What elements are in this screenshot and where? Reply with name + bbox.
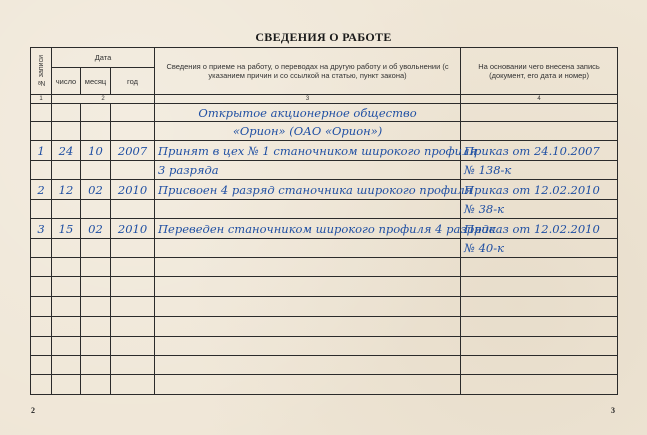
info-cell: Принят в цех № 1 станочником широкого профиля [155, 141, 461, 161]
basis-cell [461, 104, 618, 122]
year-cell [111, 161, 155, 180]
record-no-cell: 2 [31, 180, 52, 200]
table-row [31, 200, 618, 219]
month-cell [81, 258, 111, 277]
table-row [31, 297, 618, 317]
month-cell [81, 122, 111, 141]
record-no-cell [31, 258, 52, 277]
year-cell: 2010 [111, 219, 155, 239]
info-cell [155, 375, 461, 395]
month-cell [81, 317, 111, 337]
year-cell [111, 258, 155, 277]
day-cell: 15 [52, 219, 81, 239]
basis-header: На основании чего внесена запись (документ, его дата и номер) [461, 48, 618, 95]
month-cell [81, 297, 111, 317]
year-cell [111, 239, 155, 258]
col-number-3: 3 [155, 95, 461, 104]
month-cell [81, 337, 111, 356]
table-row [31, 180, 618, 200]
table-row [31, 258, 618, 277]
info-cell [155, 277, 461, 297]
record-no-header: № записи [37, 55, 45, 87]
basis-cell: Приказ от 12.02.2010 [461, 180, 618, 200]
table-row [31, 104, 618, 122]
info-cell [155, 258, 461, 277]
day-cell [52, 277, 81, 297]
table-row [31, 337, 618, 356]
month-cell [81, 375, 111, 395]
basis-cell [461, 122, 618, 141]
info-cell [155, 337, 461, 356]
record-no-cell [31, 375, 52, 395]
year-cell [111, 337, 155, 356]
info-cell [155, 239, 461, 258]
info-cell: Переведен станочником широкого профиля 4 разряда [155, 219, 461, 239]
basis-cell [461, 375, 618, 395]
basis-cell: № 40-к [461, 239, 618, 258]
basis-cell: Приказ от 12.02.2010 [461, 219, 618, 239]
basis-cell [461, 337, 618, 356]
record-no-cell: 3 [31, 219, 52, 239]
table-row [31, 161, 618, 180]
info-header: Сведения о приеме на работу, о переводах на другую работу и об увольнении (с указанием причин и со ссылкой на статью, пункт закона) [155, 48, 461, 95]
month-cell: 02 [81, 219, 111, 239]
day-cell [52, 239, 81, 258]
year-cell [111, 356, 155, 375]
table-row [31, 317, 618, 337]
record-no-cell [31, 337, 52, 356]
year-cell [111, 375, 155, 395]
month-cell: 10 [81, 141, 111, 161]
month-cell [81, 239, 111, 258]
month-cell [81, 161, 111, 180]
record-no-cell [31, 161, 52, 180]
record-no-cell [31, 122, 52, 141]
table-row [31, 277, 618, 297]
year-cell [111, 317, 155, 337]
record-no-cell [31, 200, 52, 219]
month-cell [81, 356, 111, 375]
day-cell [52, 104, 81, 122]
day-cell [52, 375, 81, 395]
record-no-header-cell [31, 48, 52, 95]
basis-cell [461, 317, 618, 337]
month-cell [81, 104, 111, 122]
basis-cell: № 138-к [461, 161, 618, 180]
work-records-table [30, 47, 618, 395]
table-row [31, 122, 618, 141]
year-cell [111, 122, 155, 141]
info-cell [155, 200, 461, 219]
info-cell [155, 297, 461, 317]
year-cell [111, 200, 155, 219]
basis-cell [461, 356, 618, 375]
record-no-cell [31, 356, 52, 375]
year-cell [111, 104, 155, 122]
header-row [31, 48, 618, 68]
table-row [31, 375, 618, 395]
year-cell: 2007 [111, 141, 155, 161]
day-cell [52, 161, 81, 180]
table-row [31, 219, 618, 239]
year-cell: 2010 [111, 180, 155, 200]
day-cell [52, 337, 81, 356]
basis-cell: Приказ от 24.10.2007 [461, 141, 618, 161]
basis-cell: № 38-к [461, 200, 618, 219]
day-cell [52, 317, 81, 337]
col-number-1: 1 [31, 95, 52, 104]
info-cell [155, 317, 461, 337]
month-header: месяц [81, 68, 111, 95]
page-number-right: 3 [611, 406, 615, 415]
month-cell [81, 200, 111, 219]
col-number-4: 4 [461, 95, 618, 104]
info-cell [155, 356, 461, 375]
record-no-cell [31, 277, 52, 297]
table-row [31, 356, 618, 375]
table-row [31, 239, 618, 258]
record-no-cell [31, 239, 52, 258]
month-cell: 02 [81, 180, 111, 200]
day-cell: 24 [52, 141, 81, 161]
basis-cell [461, 297, 618, 317]
basis-cell [461, 258, 618, 277]
record-no-cell [31, 104, 52, 122]
day-cell [52, 297, 81, 317]
day-cell [52, 200, 81, 219]
column-number-row [31, 95, 618, 104]
day-cell [52, 258, 81, 277]
page-number-left: 2 [31, 406, 35, 415]
info-cell: «Орион» (ОАО «Орион») [155, 122, 461, 141]
record-no-cell [31, 297, 52, 317]
info-cell: 3 разряда [155, 161, 461, 180]
day-cell [52, 356, 81, 375]
year-cell [111, 277, 155, 297]
year-header: год [111, 68, 155, 95]
col-number-2: 2 [52, 95, 155, 104]
year-cell [111, 297, 155, 317]
record-no-cell: 1 [31, 141, 52, 161]
month-cell [81, 277, 111, 297]
page-title: СВЕДЕНИЯ О РАБОТЕ [255, 30, 392, 44]
info-cell: Открытое акционерное общество [155, 104, 461, 122]
day-cell [52, 122, 81, 141]
day-cell: 12 [52, 180, 81, 200]
date-header: Дата [52, 48, 155, 68]
basis-cell [461, 277, 618, 297]
record-no-cell [31, 317, 52, 337]
info-cell: Присвоен 4 разряд станочника широкого профиля [155, 180, 461, 200]
table-row [31, 141, 618, 161]
day-header: число [52, 68, 81, 95]
